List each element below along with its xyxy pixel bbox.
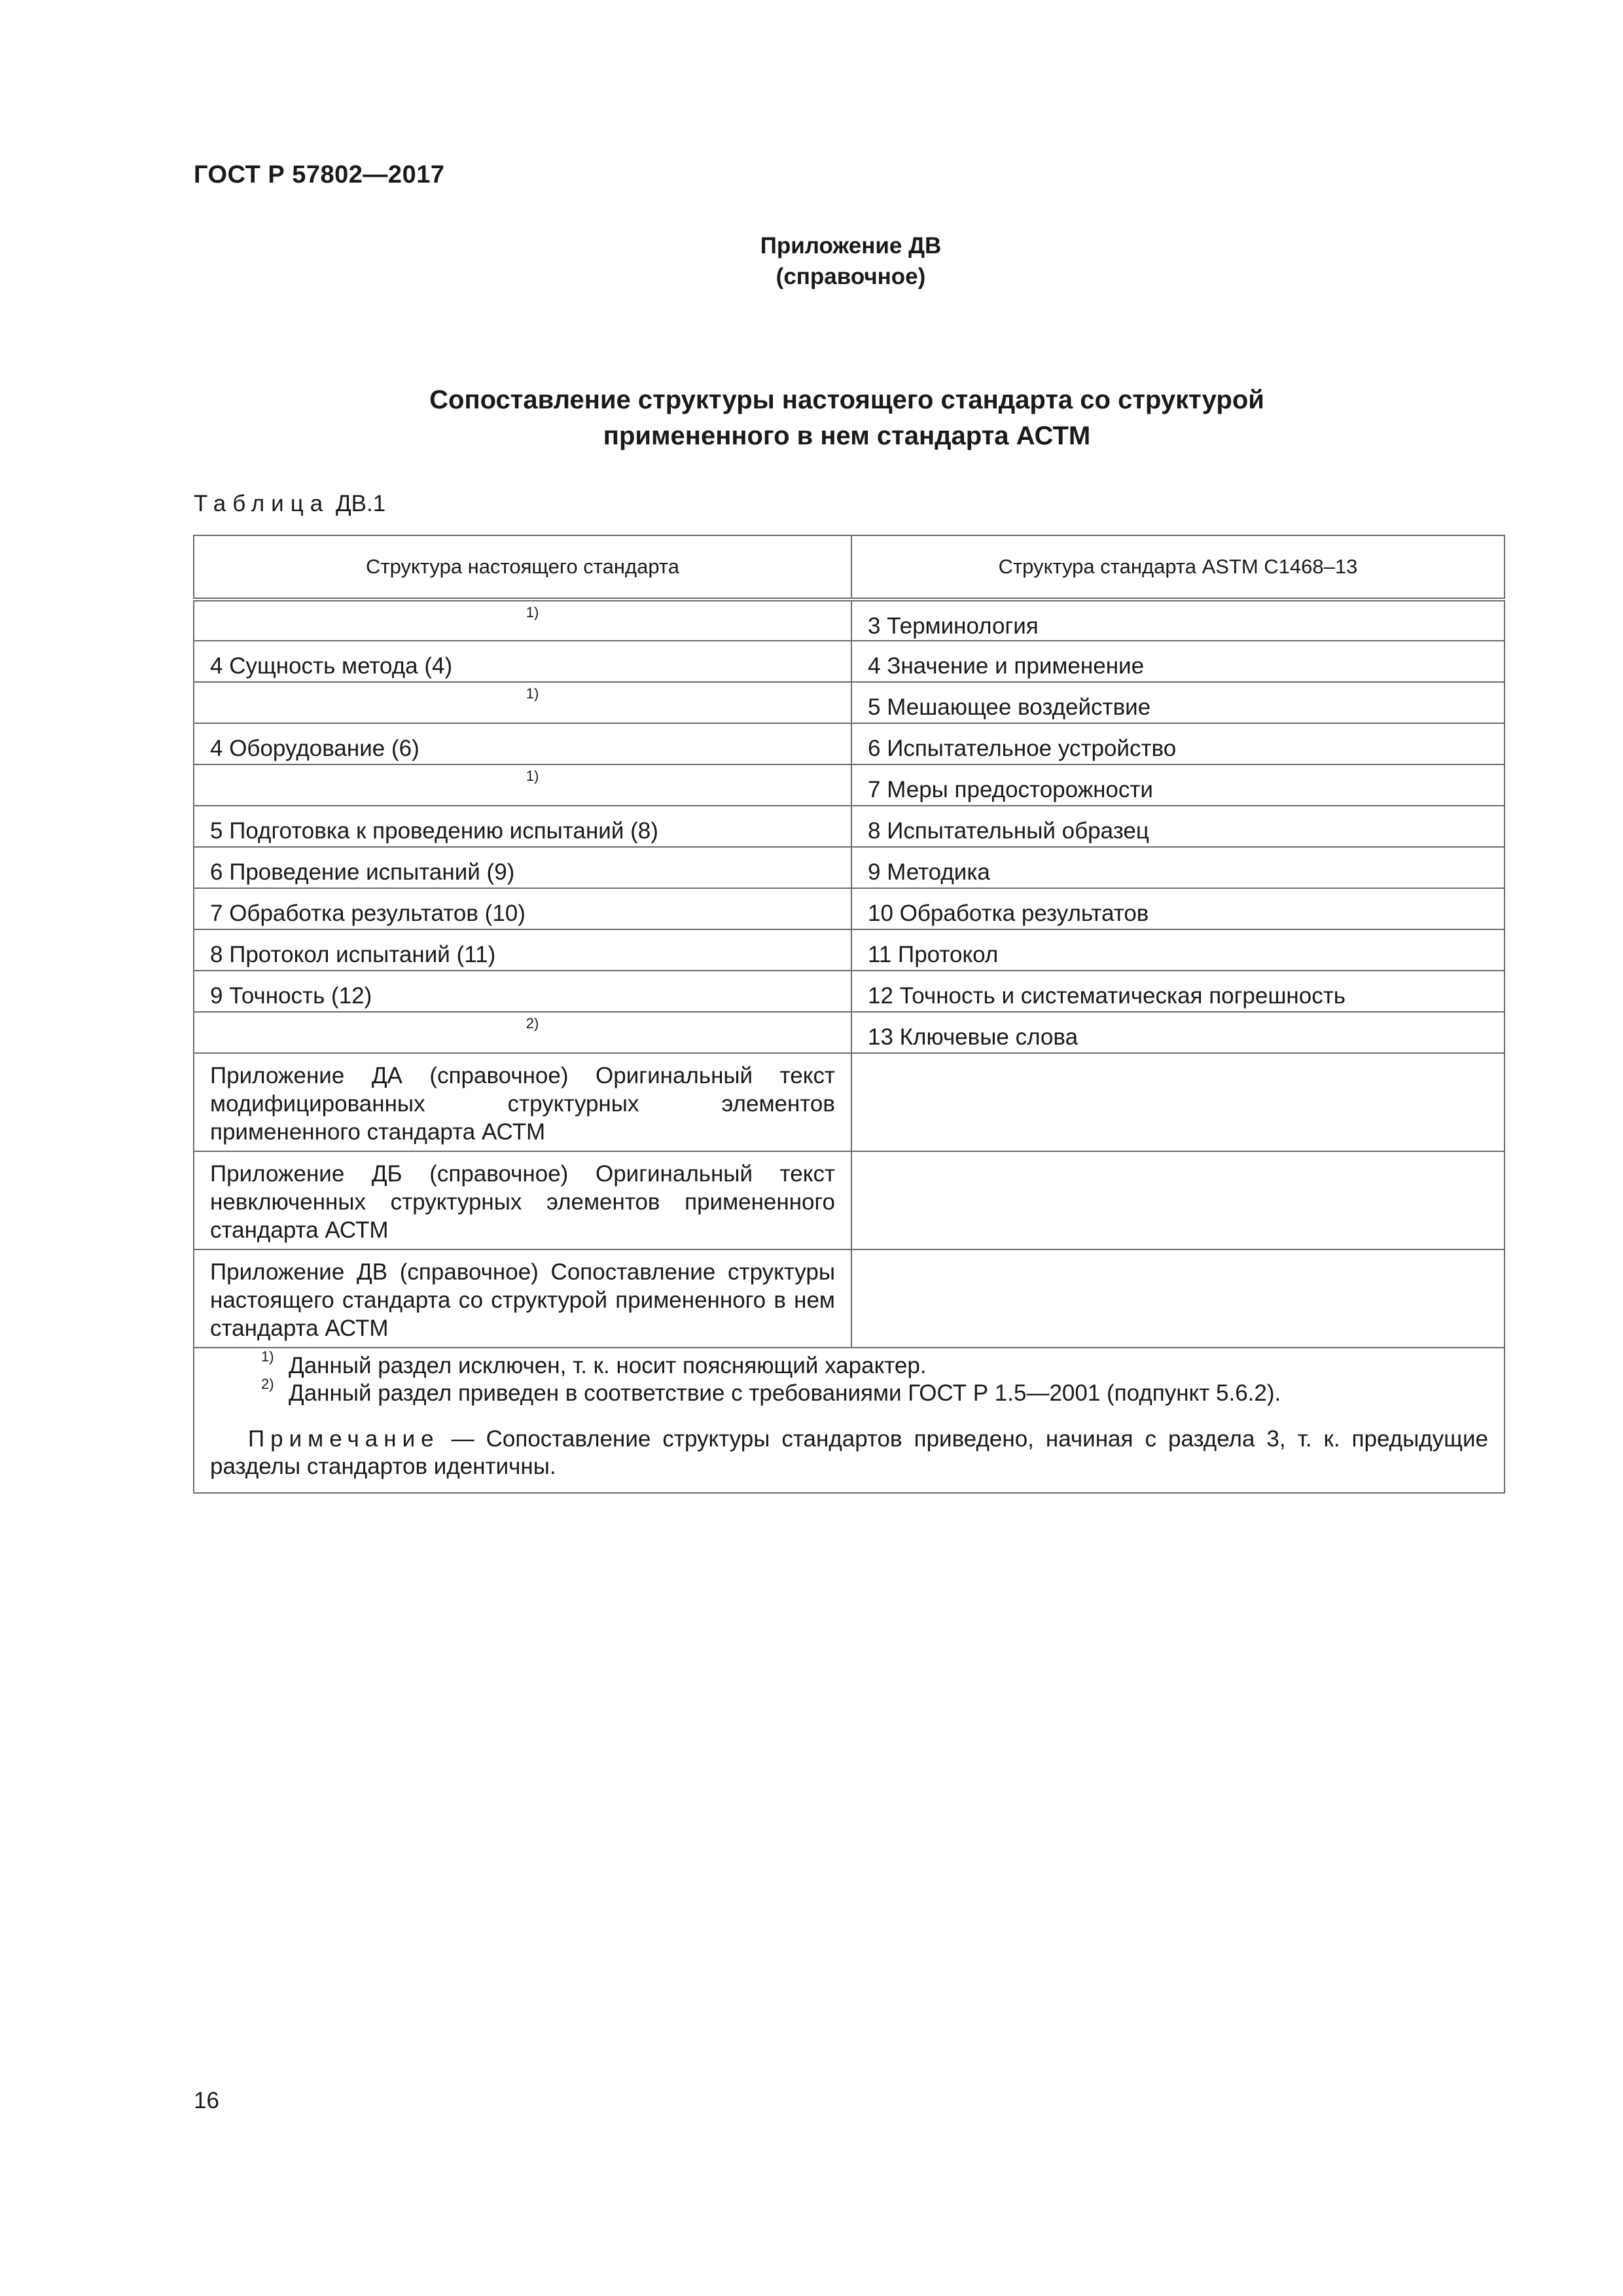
table-caption-number: ДВ.1 [335,491,386,516]
astm-standard-cell: 11 Протокол [851,929,1505,971]
table-row-annex [194,1151,1505,1249]
document-code: ГОСТ Р 57802—2017 [194,161,445,188]
section-title [194,382,1500,454]
table-row [194,929,1505,971]
annex-kind: (справочное) [776,264,926,289]
header-left: Структура настоящего стандарта [194,535,851,600]
table-row [194,764,1505,806]
footnote-reference-cell [194,764,851,806]
astm-standard-cell: 9 Методика [851,847,1505,888]
footnote-text: Данный раздел исключен, т. к. носит поясняющий характер. [289,1353,927,1378]
table-row-annex [194,1249,1505,1348]
footnote-text: Данный раздел приведен в соответствие с требованиями ГОСТ Р 1.5—2001 (подпункт 5.6.2). [289,1380,1281,1406]
footnote-reference: 2) [526,1015,539,1031]
table-row [194,806,1505,847]
table-row [194,682,1505,723]
annex-reference-cell: Приложение ДА (справочное) Оригинальный текст модифицированных структурных элементов примененного стандарта АСТМ [194,1053,851,1151]
astm-standard-cell [851,1151,1505,1249]
table-body [194,600,1505,1493]
astm-standard-cell: 10 Обработка результатов [851,888,1505,929]
astm-standard-cell: 13 Ключевые слова [851,1012,1505,1053]
footnote-reference-cell [194,1012,851,1053]
section-title-line-1: Сопоставление структуры настоящего стандарта со структурой [429,386,1264,414]
current-standard-cell: 5 Подготовка к проведению испытаний (8) [194,806,851,847]
table-note [210,1426,1488,1480]
table-row-annex [194,1053,1505,1151]
annex-reference-cell: Приложение ДВ (справочное) Сопоставление структуры настоящего стандарта со структурой примененного в нем стандарта АСТМ [194,1249,851,1348]
annex-reference-cell: Приложение ДБ (справочное) Оригинальный текст невключенных структурных элементов примененного стандарта АСТМ [194,1151,851,1249]
table-caption [194,491,385,517]
astm-standard-cell: 5 Мешающее воздействие [851,682,1505,723]
astm-standard-cell: 6 Испытательное устройство [851,723,1505,764]
table-notes-row [194,1348,1505,1493]
page-number: 16 [194,2088,219,2113]
footnote [210,1376,1488,1407]
footnote-reference: 1) [526,768,539,784]
current-standard-cell: 8 Протокол испытаний (11) [194,929,851,971]
table-notes-cell [194,1348,1505,1493]
footnote-reference-cell [194,600,851,641]
astm-standard-cell: 8 Испытательный образец [851,806,1505,847]
annex-heading [753,230,949,292]
table-row [194,888,1505,929]
footnote-reference: 1) [526,685,539,702]
current-standard-cell: 9 Точность (12) [194,971,851,1012]
section-title-line-2: примененного в нем стандарта АСТМ [603,422,1091,450]
footnote [210,1348,1488,1380]
table-caption-label: Таблица [194,491,330,516]
structure-comparison-table [193,535,1505,1494]
table-row [194,1012,1505,1053]
header-right: Структура стандарта ASTM C1468–13 [851,535,1505,600]
annex-title: Приложение ДВ [760,233,942,259]
current-standard-cell: 6 Проведение испытаний (9) [194,847,851,888]
astm-standard-cell: 7 Меры предосторожности [851,764,1505,806]
footnote-reference-cell [194,682,851,723]
astm-standard-cell [851,1249,1505,1348]
footnote-mark: 2) [261,1376,274,1392]
footnote-mark: 1) [261,1348,274,1365]
table-row [194,971,1505,1012]
footnote-reference: 1) [526,604,539,620]
note-label: Примечание [248,1426,440,1452]
note-text: — Сопоставление структуры стандартов приведено, начиная с раздела 3, т. к. предыдущие разделы стандартов идентичны. [210,1426,1488,1479]
table-header-row [194,535,1505,600]
astm-standard-cell: 3 Терминология [851,600,1505,641]
astm-standard-cell: 12 Точность и систематическая погрешность [851,971,1505,1012]
current-standard-cell: 4 Оборудование (6) [194,723,851,764]
astm-standard-cell [851,1053,1505,1151]
table-row [194,847,1505,888]
astm-standard-cell: 4 Значение и применение [851,641,1505,682]
table-row [194,641,1505,682]
table-row [194,723,1505,764]
current-standard-cell: 7 Обработка результатов (10) [194,888,851,929]
table-row [194,600,1505,641]
current-standard-cell: 4 Сущность метода (4) [194,641,851,682]
